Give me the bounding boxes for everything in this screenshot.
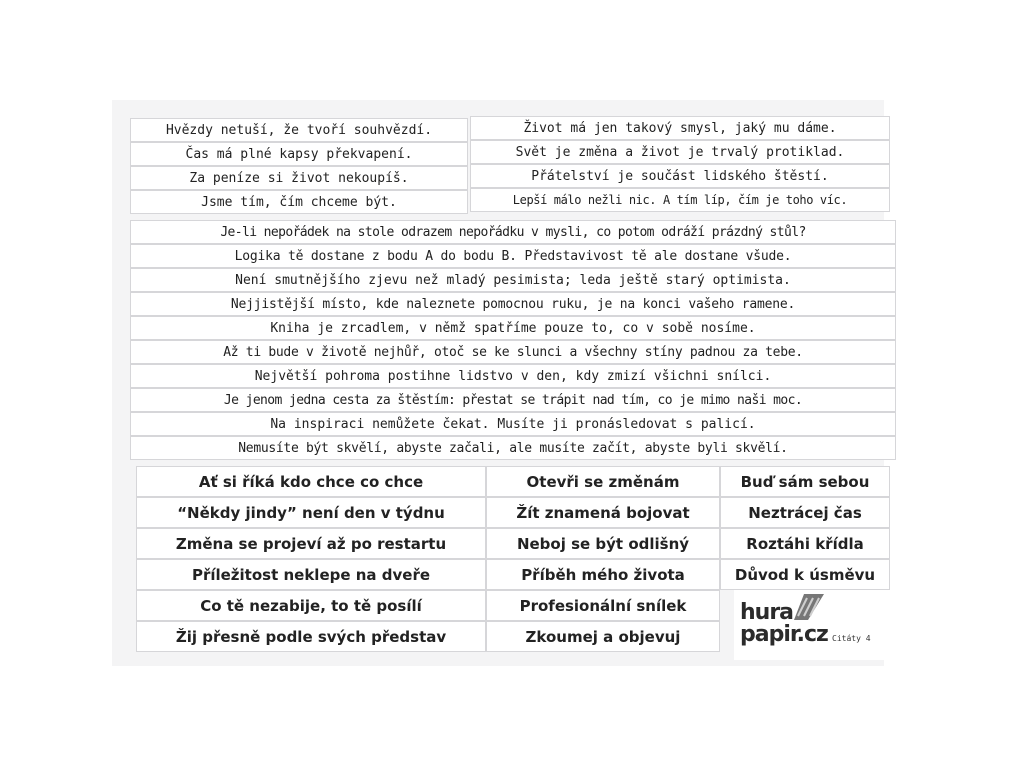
bold-quote-strip [486,621,720,652]
quote-strip [130,364,896,388]
quote-text: Lepší málo nežli nic. A tím líp, čím je toho víc. [512,193,848,207]
bold-quote-strip [136,528,486,559]
bold-quote-strip [486,466,720,497]
quote-text: Přátelství je součást lidského štěstí. [531,168,829,184]
quote-text: Čas má plné kapsy překvapení. [185,146,413,162]
quote-text: Nejjistější místo, kde naleznete pomocnou ruku, je na konci vašeho ramene. [230,296,796,312]
quote-strip [130,190,468,214]
bold-quote-strip [720,497,890,528]
quote-text: Příležitost neklepe na dveře [191,565,431,584]
quote-strip [470,164,890,188]
quote-text: Život má jen takový smysl, jaký mu dáme. [523,120,837,136]
quote-text: “Někdy jindy” není den v týdnu [177,503,445,522]
quote-strip [130,220,896,244]
quote-strip [130,388,896,412]
quote-text: Otevři se změnám [526,472,680,491]
quote-text: Není smutnějšího zjevu než mladý pesimista; leda ještě starý optimista. [235,272,791,288]
bold-quote-strip [136,621,486,652]
quote-strip [130,166,468,190]
bold-quote-strip [136,466,486,497]
quote-text: Jsme tím, čím chceme být. [201,194,397,210]
quote-strip [130,244,896,268]
quote-text: Co tě nezabije, to tě posílí [200,596,422,615]
quote-text: Je jenom jedna cesta za štěstím: přestat se trápit nad tím, co je mimo naši moc. [223,392,803,408]
bold-quote-strip [136,590,486,621]
quote-text: Roztáhi křídla [746,534,864,553]
quote-text: Za peníze si život nekoupíš. [189,170,409,186]
quote-text: Ať si říká kdo chce co chce [198,472,424,491]
bold-quote-strip [720,559,890,590]
sheet-subtitle: Citáty 4 [832,634,871,643]
quote-text: Žij přesně podle svých představ [175,627,447,646]
bold-quote-strip [486,559,720,590]
quote-text: Až ti bude v životě nejhůř, otoč se ke slunci a všechny stíny padnou za tebe. [223,344,803,360]
quote-text: Důvod k úsměvu [734,565,876,584]
brand-logo [734,590,884,660]
quote-strip [130,268,896,292]
quote-text: Příběh mého života [521,565,685,584]
quote-text: Neboj se být odlišný [516,534,690,553]
quote-strip [470,188,890,212]
bold-quote-strip [720,528,890,559]
quote-strip [130,142,468,166]
bold-quote-strip [136,497,486,528]
logo-text-line2: papir.cz [740,622,828,647]
quote-text: Hvězdy netuší, že tvoří souhvězdí. [165,122,433,138]
pencil-stripe-icon [794,594,824,620]
quote-strip [130,340,896,364]
bold-quote-strip [486,528,720,559]
quote-strip [130,316,896,340]
bold-quote-strip [136,559,486,590]
quote-text: Buď sám sebou [740,472,870,491]
quote-text: Neztrácej čas [748,503,862,522]
quote-text: Svět je změna a život je trvalý protiklad. [515,144,845,160]
bold-quote-strip [486,497,720,528]
bold-quote-strip [720,466,890,497]
quote-strip [130,436,896,460]
quote-text: Nemusíte být skvělí, abyste začali, ale musíte začít, abyste byli skvělí. [238,440,788,456]
quote-text: Logika tě dostane z bodu A do bodu B. Představivost tě ale dostane všude. [234,248,792,264]
quote-strip [470,116,890,140]
quote-strip [130,118,468,142]
quote-text: Je-li nepořádek na stole odrazem nepořádku v mysli, co potom odráží prázdný stůl? [220,224,806,240]
logo-text-line1: hura [740,600,794,625]
quote-text: Na inspiraci nemůžete čekat. Musíte ji pronásledovat s palicí. [270,416,756,432]
quote-strip [470,140,890,164]
quote-strip [130,292,896,316]
quote-text: Kniha je zrcadlem, v němž spatříme pouze to, co v sobě nosíme. [270,320,756,336]
quote-text: Žít znamená bojovat [516,503,690,522]
quote-strip [130,412,896,436]
quote-text: Změna se projeví až po restartu [175,534,447,553]
quote-text: Zkoumej a objevuj [525,627,681,646]
quote-text: Největší pohroma postihne lidstvo v den, kdy zmizí všichni snílci. [254,368,772,384]
bold-quote-strip [486,590,720,621]
quote-text: Profesionální snílek [519,596,687,615]
